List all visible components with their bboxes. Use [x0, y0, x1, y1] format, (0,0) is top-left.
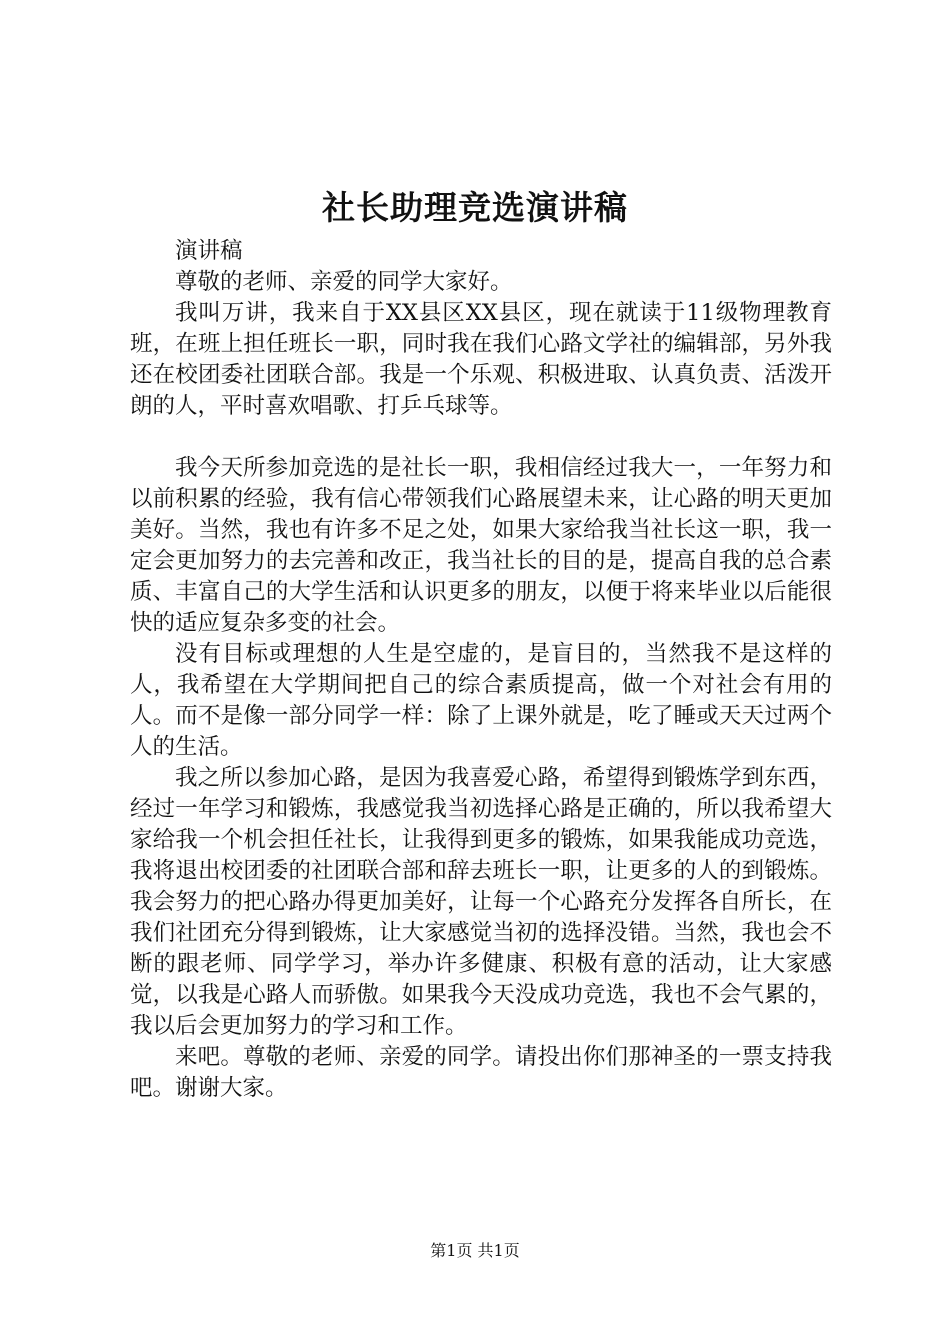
paragraph-greeting: 尊敬的老师、亲爱的同学大家好。: [175, 269, 513, 295]
document-body: [130, 236, 832, 1104]
document-title: 社长助理竞选演讲稿: [322, 188, 628, 227]
paragraph-goals: 没有目标或理想的人生是空虚的，是盲目的，当然我不是这样的人，我希望在大学期间把自己的综合素质提高，做一个对社会有用的人。而不是像一部分同学一样：除了上课外就是，吃了睡或天天过两个人的生活。: [130, 641, 832, 760]
paragraph-closing: 来吧。尊敬的老师、亲爱的同学。请投出你们那神圣的一票支持我吧。谢谢大家。: [130, 1044, 832, 1101]
page-number-footer: 第1页 共1页: [430, 1241, 520, 1260]
paragraph-candidacy: 我今天所参加竞选的是社长一职，我相信经过我大一，一年努力和以前积累的经验，我有信心带领我们心路展望未来，让心路的明天更加美好。当然，我也有许多不足之处，如果大家给我当社长这一职，我一定会更加努力的去完善和改正，我当社长的目的是，提高自我的总合素质、丰富自己的大学生活和认识更多的朋友，以便于将来毕业以后能很快的适应复杂多变的社会。: [130, 455, 832, 636]
paragraph-motivation: 我之所以参加心路，是因为我喜爱心路，希望得到锻炼学到东西，经过一年学习和锻炼，我感觉我当初选择心路是正确的，所以我希望大家给我一个机会担任社长，让我得到更多的锻炼，如果我能成功竞选，我将退出校团委的社团联合部和辞去班长一职，让更多的人的到锻炼。我会努力的把心路办得更加美好，让每一个心路充分发挥各自所长，在我们社团充分得到锻炼，让大家感觉当初的选择没错。当然，我也会不断的跟老师、同学学习，举办许多健康、积极有意的活动，让大家感觉，以我是心路人而骄傲。如果我今天没成功竞选，我也不会气累的，我以后会更加努力的学习和工作。: [130, 765, 832, 1039]
paragraph-introduction: 我叫万讲，我来自于XX县区XX县区，现在就读于11级物理教育班，在班上担任班长一职，同时我在我们心路文学社的编辑部，另外我还在校团委社团联合部。我是一个乐观、积极进取、认真负责、活泼开朗的人，平时喜欢唱歌、打乒乓球等。: [130, 300, 832, 419]
paragraph-heading: 演讲稿: [175, 238, 243, 264]
